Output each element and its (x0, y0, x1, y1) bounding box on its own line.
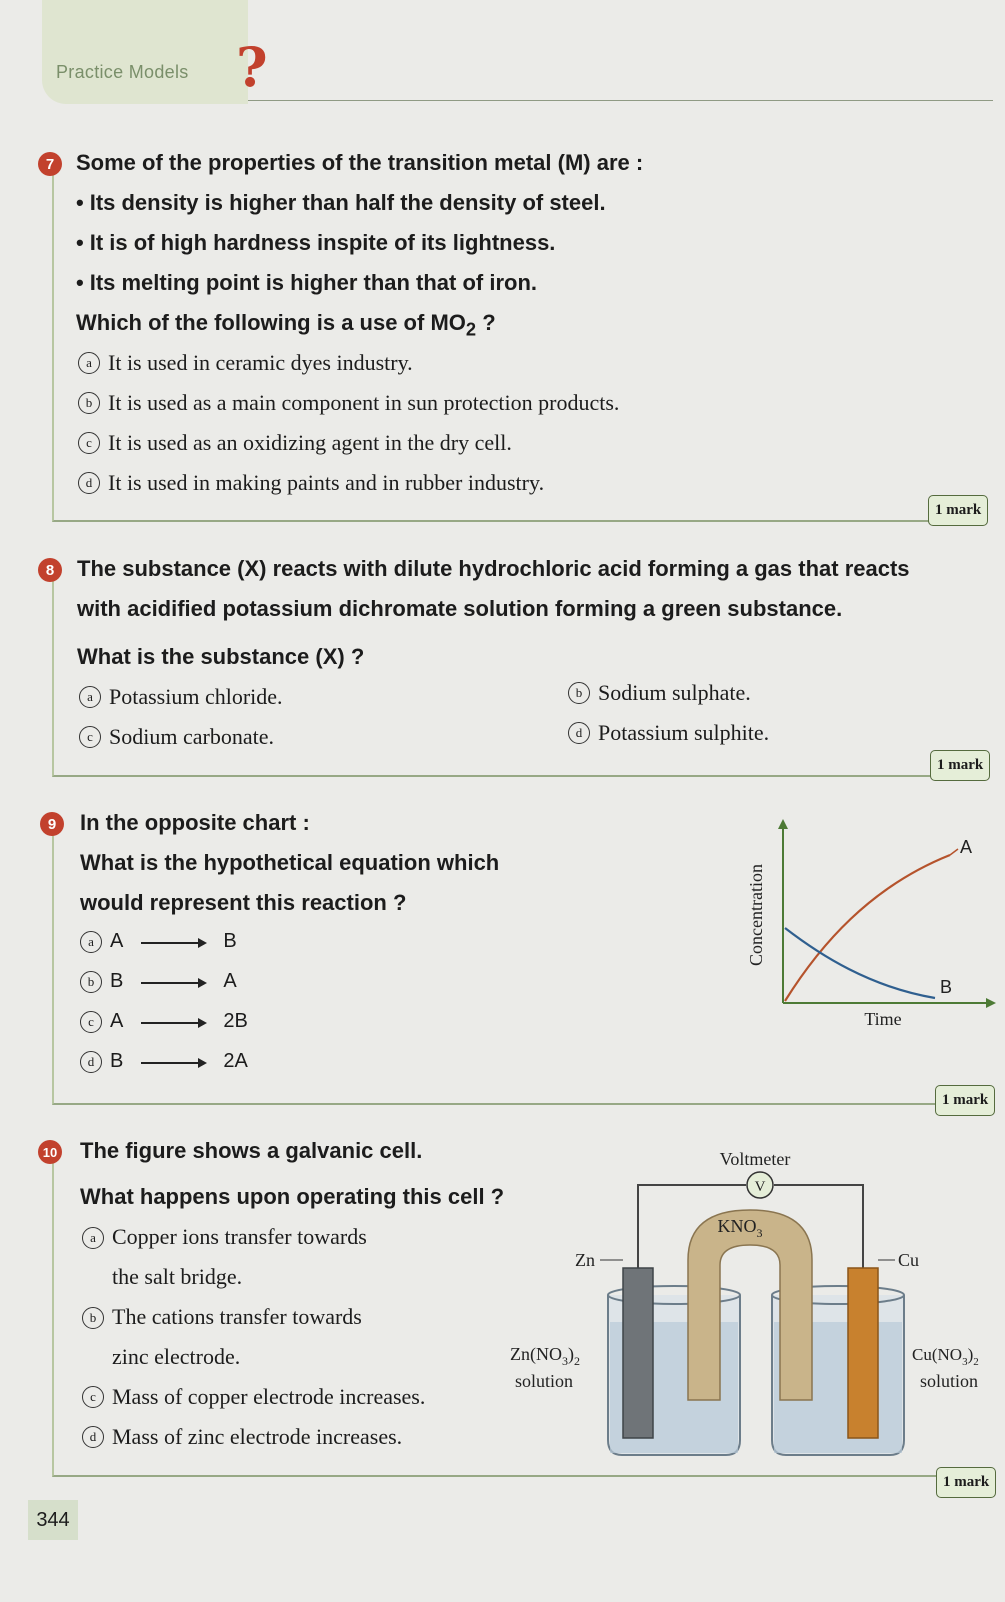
q9-mark-badge: 1 mark (935, 1085, 995, 1116)
zinc-label: Zn (575, 1250, 595, 1270)
left-solution-formula: $Zn(NO_3)_2$ (510, 1344, 580, 1368)
question-8-number: 8 (38, 558, 62, 582)
question-mark-icon: ? (236, 35, 268, 99)
chart-curve-a (785, 855, 953, 1001)
chart-curve-b (785, 928, 935, 998)
q10-option-a[interactable]: a Copper ions transfer towards the salt bridge. (82, 1224, 367, 1290)
question-10-question: What happens upon operating this cell ? (80, 1184, 505, 1209)
q7-option-d[interactable]: d It is used in making paints and in rubber industry. (78, 470, 544, 496)
reaction-arrow-icon (141, 1022, 205, 1024)
chart-curve-a-pointer (950, 849, 958, 855)
q8-mark-badge: 1 mark (930, 750, 990, 781)
question-7-question: Which of the following is a use of $MO_2$ ? (76, 310, 496, 340)
zinc-electrode (623, 1268, 653, 1438)
reaction-arrow-icon (141, 942, 205, 944)
salt-bridge-label: $KNO_3$ (717, 1216, 763, 1240)
question-9-number: 9 (40, 812, 64, 836)
q10-option-c[interactable]: c Mass of copper electrode increases. (82, 1384, 425, 1410)
question-10-stem: The figure shows a galvanic cell. (80, 1138, 423, 1163)
q9-option-b[interactable]: b B A (80, 970, 237, 993)
q10-option-d[interactable]: d Mass of zinc electrode increases. (82, 1424, 402, 1450)
question-7-bullet-1: • Its density is higher than half the density of steel. (76, 190, 606, 216)
question-7-number: 7 (38, 152, 62, 176)
chart-x-axis-label: Time (864, 1009, 902, 1029)
q10-mark-badge: 1 mark (936, 1467, 996, 1498)
chart-curve-b-label: B (940, 977, 953, 997)
q8-option-d[interactable]: d Potassium sulphite. (568, 720, 769, 746)
question-7-bullet-2: • It is of high hardness inspite of its lightness. (76, 230, 555, 256)
reaction-arrow-icon (141, 982, 205, 984)
chart-y-axis-arrow-icon (778, 819, 788, 829)
question-8-stem-line-2: with acidified potassium dichromate solution forming a green substance. (77, 596, 843, 621)
voltmeter-symbol: V (754, 1179, 766, 1195)
q7-mark-badge: 1 mark (928, 495, 988, 526)
question-9-stem: In the opposite chart : (80, 810, 310, 835)
page-number: 344 (28, 1500, 78, 1540)
q9-option-d[interactable]: d B 2A (80, 1050, 248, 1073)
q7-option-c[interactable]: c It is used as an oxidizing agent in the dry cell. (78, 430, 512, 456)
question-10-number: 10 (38, 1140, 62, 1164)
salt-bridge (688, 1210, 812, 1400)
question-9-question-line-2: would represent this reaction ? (80, 890, 407, 915)
header-divider (248, 100, 993, 101)
left-solution-label: solution (515, 1371, 574, 1391)
page-section-title: Practice Models (56, 62, 189, 82)
chart-x-axis-arrow-icon (986, 998, 996, 1008)
question-8-stem-line-1: The substance (X) reacts with dilute hydrochloric acid forming a gas that reacts (77, 556, 910, 581)
reaction-arrow-icon (141, 1062, 205, 1064)
q7-option-b[interactable]: b It is used as a main component in sun protection products. (78, 390, 619, 416)
copper-label: Cu (898, 1250, 920, 1270)
voltmeter-label: Voltmeter (719, 1149, 791, 1169)
q7-option-a[interactable]: a It is used in ceramic dyes industry. (78, 350, 413, 376)
concentration-time-chart (740, 815, 1000, 1030)
question-7-stem: Some of the properties of the transition metal (M) are : (76, 150, 644, 175)
chart-curve-a-label: A (960, 837, 973, 857)
galvanic-cell-figure (510, 1140, 1000, 1460)
q8-option-b[interactable]: b Sodium sulphate. (568, 680, 751, 706)
q8-option-a[interactable]: a Potassium chloride. (79, 684, 283, 710)
q9-option-a[interactable]: a A B (80, 930, 237, 953)
q9-option-c[interactable]: c A 2B (80, 1010, 248, 1033)
right-solution-formula: $Cu(NO_3)_2$ (912, 1345, 979, 1368)
question-7-bullet-3: • Its melting point is higher than that of iron. (76, 270, 537, 296)
right-solution-label: solution (920, 1371, 979, 1391)
question-8-question: What is the substance (X) ? (77, 644, 365, 669)
chart-y-axis-label: Concentration (746, 864, 766, 966)
q8-option-c[interactable]: c Sodium carbonate. (79, 724, 274, 750)
header-tab (42, 0, 248, 104)
question-9-question-line-1: What is the hypothetical equation which (80, 850, 500, 875)
q10-option-b[interactable]: b The cations transfer towards zinc electrode. (82, 1304, 362, 1370)
copper-electrode (848, 1268, 878, 1438)
